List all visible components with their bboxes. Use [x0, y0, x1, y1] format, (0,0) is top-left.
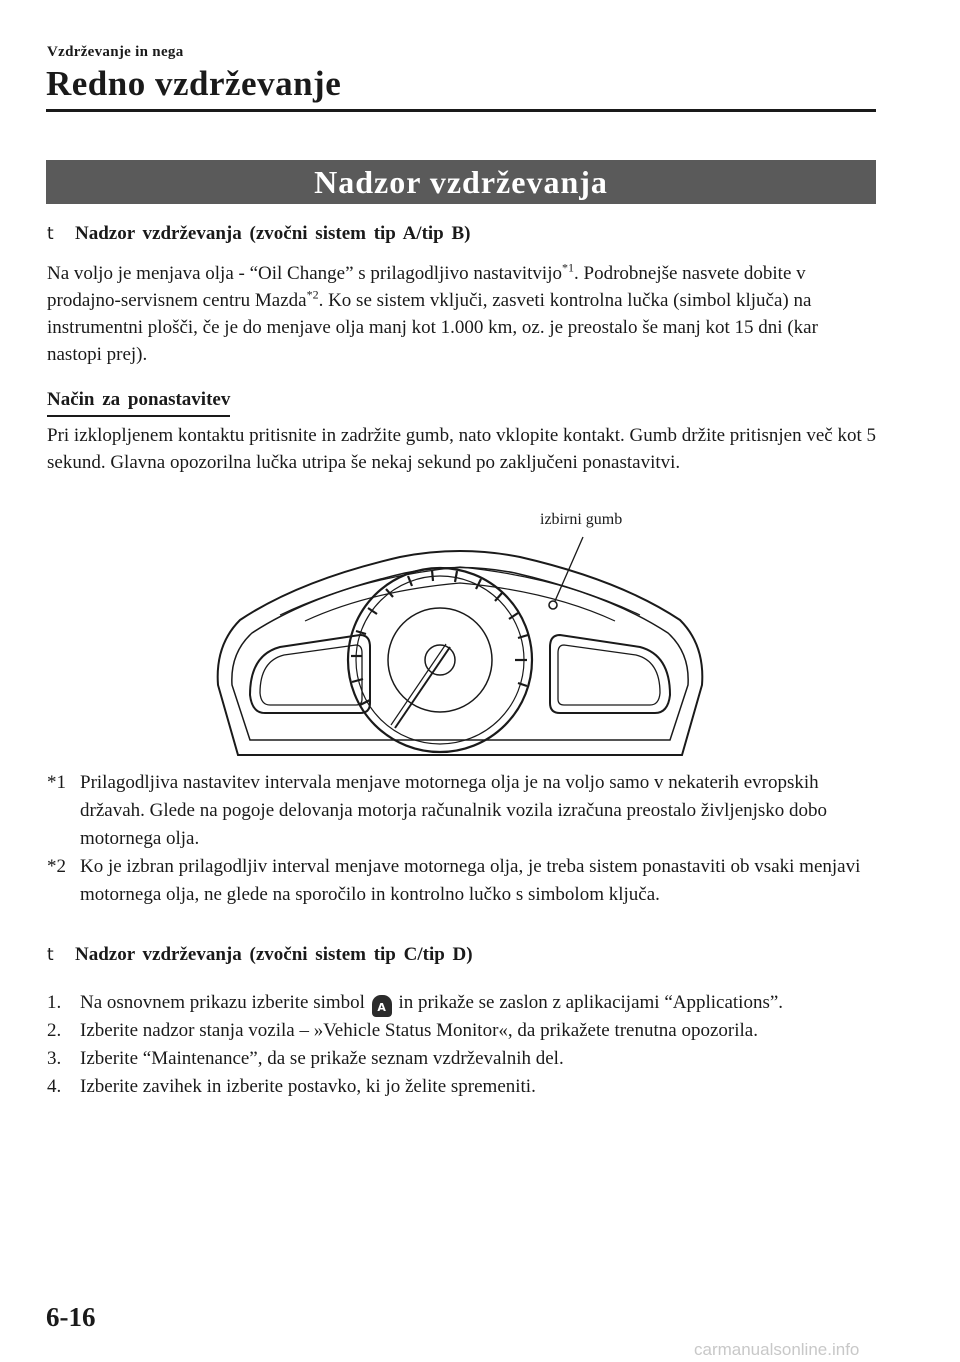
footnote-2-mark: *2: [47, 856, 66, 877]
page-number: 6-16: [46, 1302, 96, 1332]
subheading-cd-text: Nadzor vzdrževanja (zvočni sistem tip C/tip D): [75, 944, 473, 965]
list-item: [47, 1017, 887, 1045]
step-number: 2.: [47, 1020, 62, 1041]
footnote-1-text: Prilagodljiva nastavitev intervala menjave motornega olja je na voljo samo v nekaterih evropskih državah. Glede na pogoje delovanja motorja računalnik vozila izračuna preostalo življenjsko dobo motornega olja.: [80, 772, 828, 849]
steps-list: [47, 989, 887, 1101]
footnote-2: [47, 853, 877, 909]
footnote-ref-2: *2: [306, 287, 319, 302]
step-text: Izberite “Maintenance”, da se prikaže seznam vzdrževalnih del.: [80, 1048, 564, 1069]
right-display: [550, 635, 670, 713]
subheading-cd: [47, 944, 473, 966]
selector-knob-icon: [549, 601, 557, 609]
step-1-text-b: in prikaže se zaslon z aplikacijami “Applications”.: [398, 992, 784, 1013]
figure-callout-label: izbirni gumb: [540, 511, 623, 528]
page-title: Redno vzdrževanje: [46, 64, 342, 103]
footnotes: [47, 769, 877, 909]
reset-paragraph: [47, 422, 877, 476]
intro-paragraph: [47, 260, 877, 368]
subheading-ab-text: Nadzor vzdrževanja (zvočni sistem tip A/tip B): [75, 223, 471, 244]
intro-text-1: Na voljo je menjava olja - “Oil Change” s prilagodljivo nastavitvijo: [47, 263, 562, 284]
section-marker-icon: t: [47, 945, 54, 965]
list-item: [47, 989, 887, 1017]
applications-icon: A: [372, 995, 392, 1017]
footnote-1-mark: *1: [47, 772, 66, 793]
subheading-ab: [47, 223, 471, 245]
title-rule: [46, 109, 876, 112]
gauge-needle: [395, 647, 450, 728]
footnote-ref-1: *1: [562, 260, 574, 275]
reset-heading: Način za ponastavitev: [47, 389, 230, 417]
cluster-bezel: [232, 568, 688, 741]
reset-text: Pri izklopljenem kontaktu pritisnite in zadržite gumb, nato vklopite kontakt. Gumb držite pritisnjen več kot 5 sekund. Glavna opozorilna lučka utripa še nekaj sekund po zaključeni ponastavitvi.: [47, 425, 876, 473]
section-banner: Nadzor vzdrževanja: [46, 160, 876, 204]
chapter-label: Vzdrževanje in nega: [47, 44, 184, 60]
intro-text-3: . Ko se sistem vključi, zasveti kontrolna lučka (simbol ključa) na instrumentni plošči, če je do menjave olja manj kot 1.000 km, oz. je preostalo še manj kot 15 dni (kar nastopi prej).: [47, 290, 818, 365]
step-number: 3.: [47, 1048, 62, 1069]
step-number: 4.: [47, 1076, 62, 1097]
list-item: [47, 1073, 887, 1101]
footnote-1: [47, 769, 877, 853]
section-marker-icon: t: [47, 224, 54, 244]
cluster-housing: [218, 551, 703, 755]
step-text: Izberite nadzor stanja vozila – »Vehicle Status Monitor«, da prikažete trenutna opozorila.: [80, 1020, 758, 1041]
step-text: Izberite zavihek in izberite postavko, ki jo želite spremeniti.: [80, 1076, 536, 1097]
instrument-cluster-figure: [210, 535, 710, 760]
footnote-2-text: Ko je izbran prilagodljiv interval menjave motornega olja, je treba sistem ponastaviti ob vsaki menjavi motornega olja, ne glede na sporočilo in kontrolno lučko s simbolom ključa.: [80, 856, 861, 905]
step-number: 1.: [47, 992, 62, 1013]
watermark: carmanualsonline.info: [694, 1340, 860, 1359]
left-display: [250, 635, 370, 713]
list-item: [47, 1045, 887, 1073]
step-1-text-a: Na osnovnem prikazu izberite simbol: [80, 992, 365, 1013]
intro-text-2: . Podrobnejše nasvete dobite v prodajno-servisnem centru Mazda: [47, 263, 806, 311]
